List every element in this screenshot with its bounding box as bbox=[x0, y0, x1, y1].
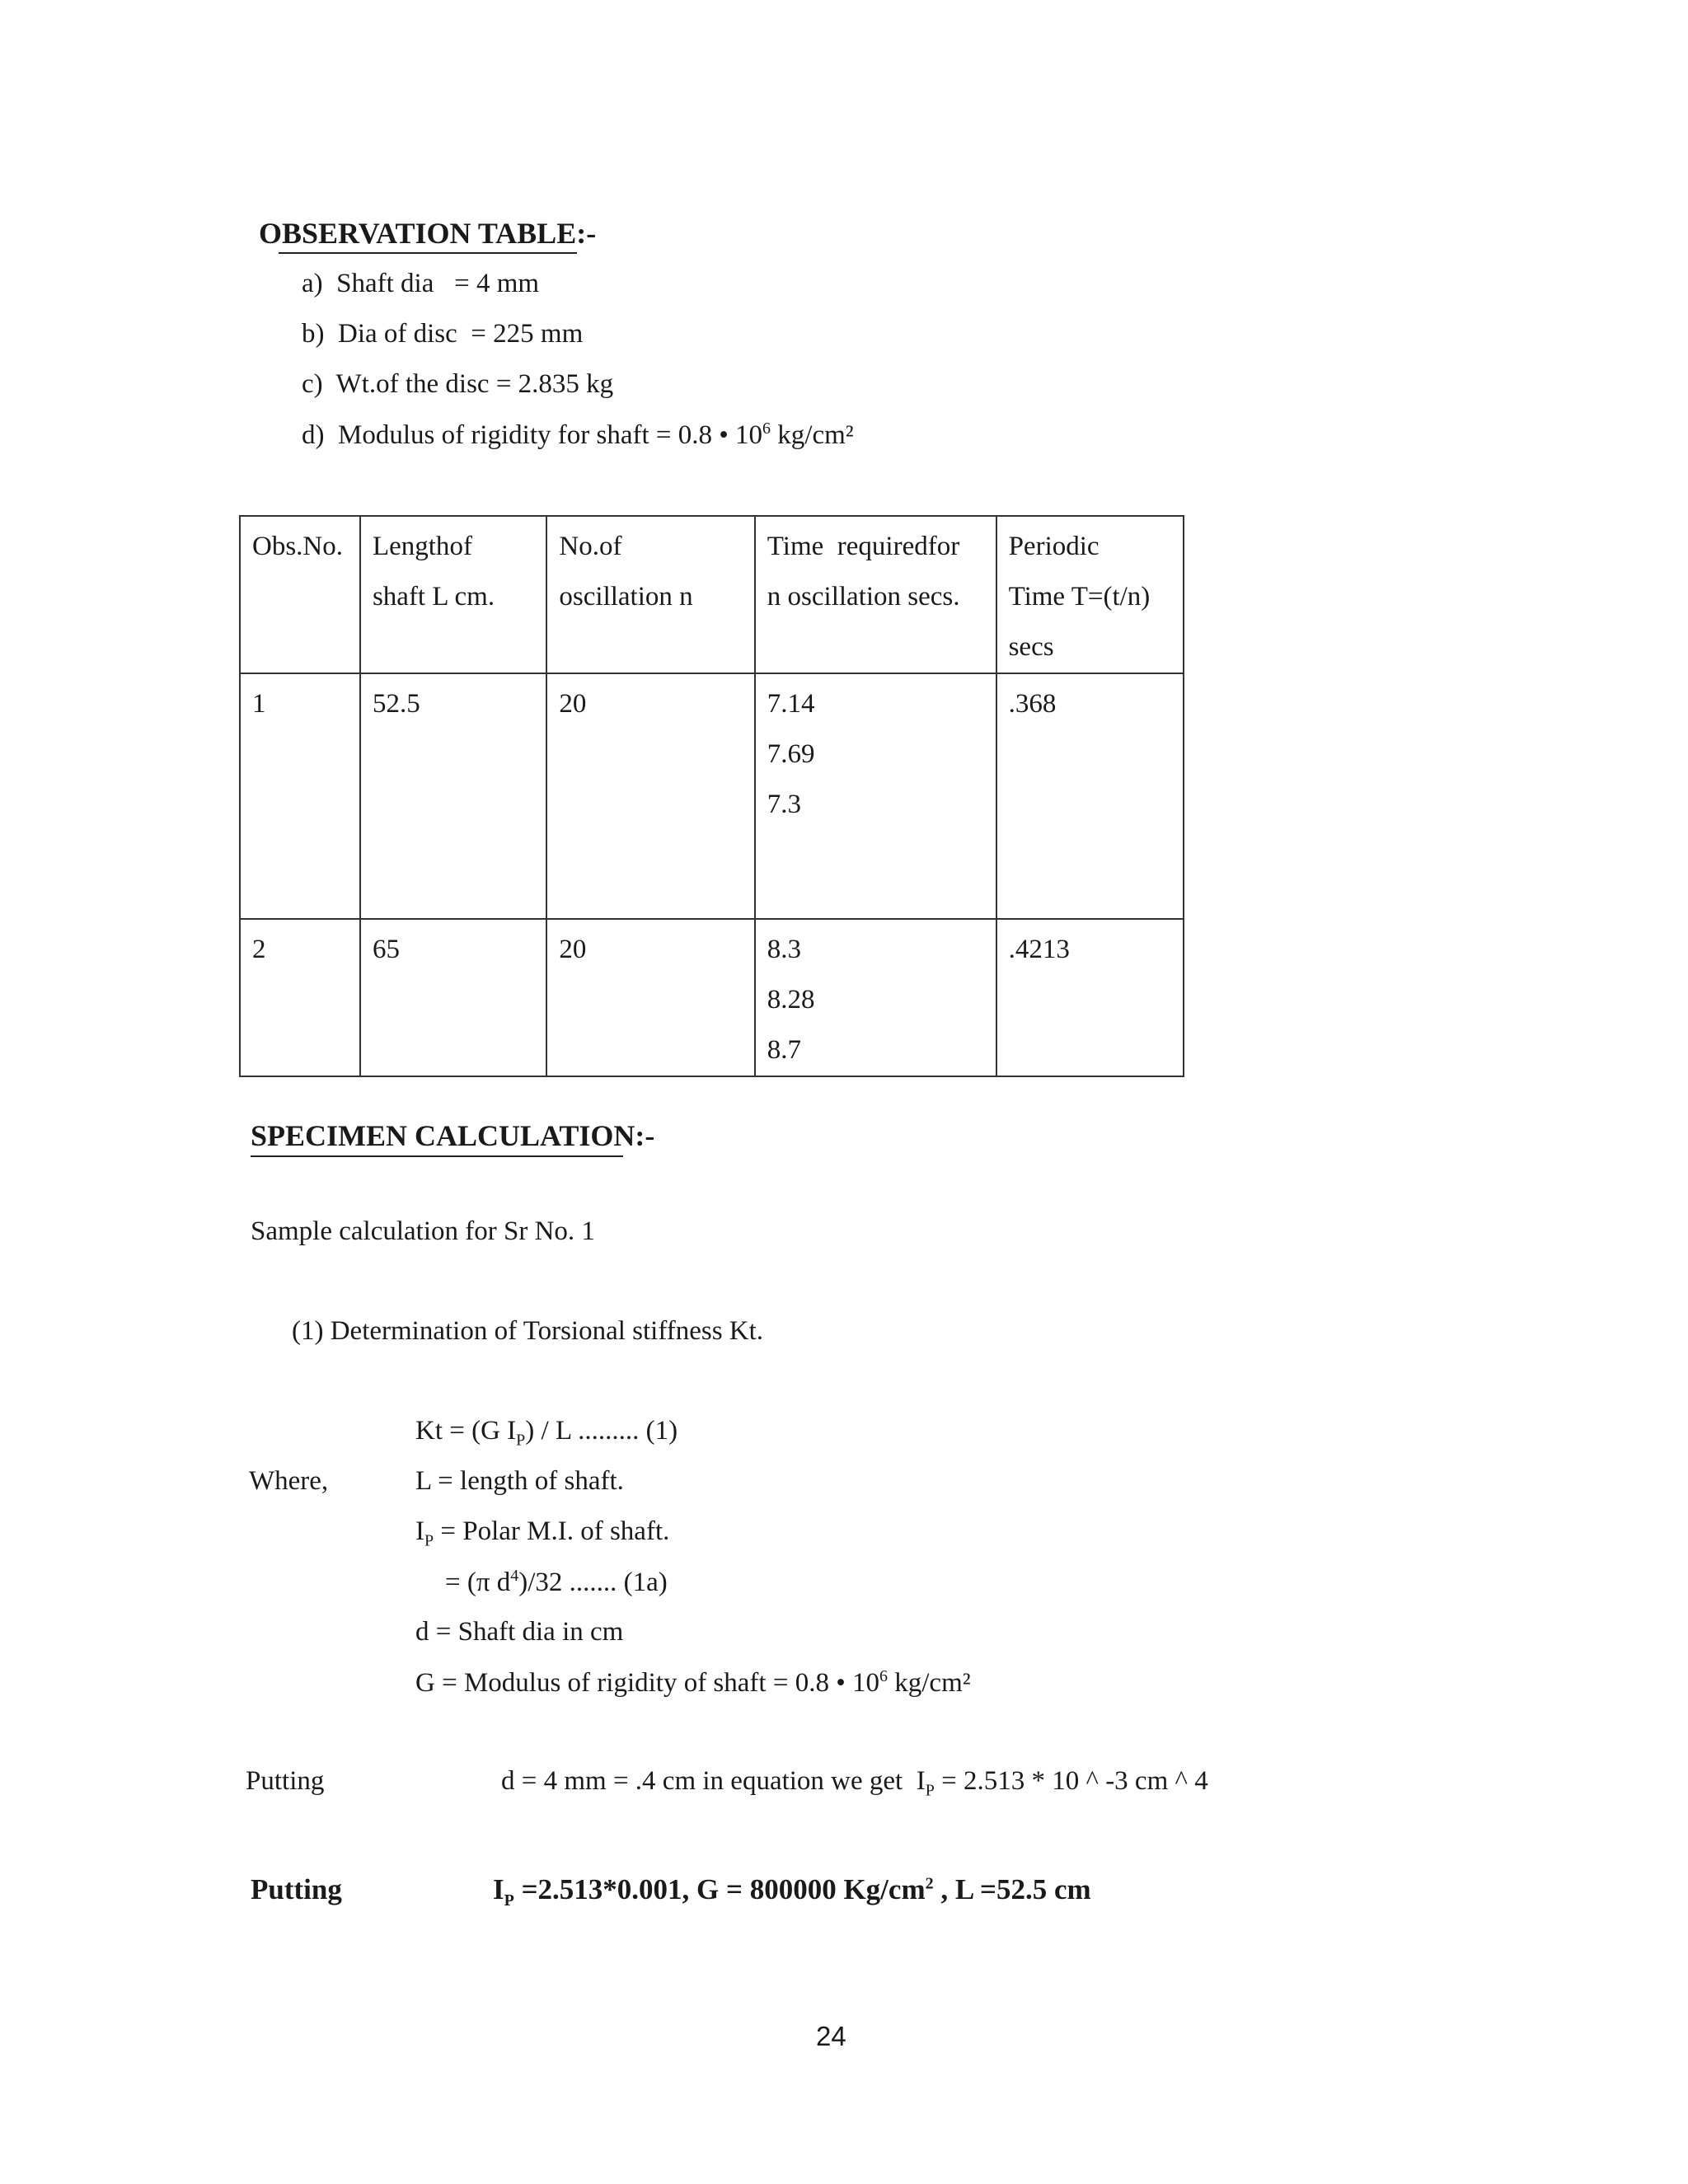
definition-ip: $I_P$ = Polar M.I. of shaft. bbox=[415, 1516, 670, 1550]
item-text: Wt.of the disc = 2.835 kg bbox=[335, 369, 614, 399]
cell-times: 8.3 8.28 8.7 bbox=[755, 919, 996, 1076]
table-row bbox=[240, 673, 1184, 919]
item-marker: d) bbox=[302, 420, 325, 450]
cell-obs: 2 bbox=[240, 919, 360, 1076]
cell-period: .4213 bbox=[996, 919, 1184, 1076]
cell-obs: 1 bbox=[240, 673, 360, 919]
putting-text-1: d = 4 mm = .4 cm in equation we get $I_P = 2.513 * 10$ ^ -3 cm ^ 4 bbox=[501, 1766, 1208, 1800]
header-length: Lengthof shaft L cm. bbox=[360, 516, 546, 673]
item-superscript: 6 bbox=[762, 419, 771, 438]
sample-calculation-text: Sample calculation for Sr No. 1 bbox=[251, 1216, 595, 1246]
putting-text-2: $I_P =2.513*0.001$, G = 800000 $Kg/cm^2$ , L =52.5 cm bbox=[493, 1873, 1091, 1910]
observation-item-d bbox=[302, 419, 854, 451]
item-marker: c) bbox=[302, 369, 323, 399]
item-marker: a) bbox=[302, 269, 323, 298]
item-text: Shaft dia = 4 mm bbox=[336, 269, 540, 298]
cell-period: .368 bbox=[996, 673, 1184, 919]
observation-item-c bbox=[302, 369, 613, 400]
header-time: Time requiredfor n oscillation secs. bbox=[755, 516, 996, 673]
observation-item-b bbox=[302, 319, 583, 349]
definition-g: G = Modulus of rigidity of shaft = 0.8 • $10^6$ kg/cm² bbox=[415, 1667, 971, 1698]
table-row bbox=[240, 919, 1184, 1076]
where-label: Where, bbox=[249, 1466, 329, 1496]
cell-times: 7.14 7.69 7.3 bbox=[755, 673, 996, 919]
equation-1a: = (π $d^4)/32$ ....... (1a) bbox=[445, 1567, 668, 1597]
definition-d: d = Shaft dia in cm bbox=[415, 1617, 624, 1647]
observation-heading: OBSERVATION TABLE:- bbox=[259, 217, 597, 250]
specimen-heading: SPECIMEN CALCULATION:- bbox=[251, 1119, 655, 1152]
item-text: Modulus of rigidity for shaft = 0.8 • 10 bbox=[338, 420, 763, 450]
definition-l: L = length of shaft. bbox=[415, 1466, 624, 1496]
equation-kt: Kt = (G $I_P$) / L ......... (1) bbox=[415, 1416, 678, 1450]
step-1-title: (1) Determination of Torsional stiffness Kt. bbox=[292, 1316, 764, 1346]
cell-length: 65 bbox=[360, 919, 546, 1076]
table-header-row bbox=[240, 516, 1184, 673]
item-text: Dia of disc = 225 mm bbox=[338, 319, 584, 349]
cell-length: 52.5 bbox=[360, 673, 546, 919]
page-number: 24 bbox=[816, 2021, 846, 2051]
item-marker: b) bbox=[302, 319, 325, 349]
observation-heading-underline bbox=[279, 252, 577, 254]
putting-label-2: Putting bbox=[251, 1873, 342, 1905]
header-obs-no: Obs.No. bbox=[240, 516, 360, 673]
header-oscillations: No.of oscillation n bbox=[546, 516, 754, 673]
header-period: Periodic Time T=(t/n) secs bbox=[996, 516, 1184, 673]
specimen-heading-underline bbox=[251, 1155, 623, 1157]
putting-label-1: Putting bbox=[246, 1766, 325, 1796]
cell-n: 20 bbox=[546, 673, 754, 919]
observation-item-a bbox=[302, 269, 539, 299]
cell-n: 20 bbox=[546, 919, 754, 1076]
observation-table bbox=[239, 515, 1184, 1077]
item-text-unit: kg/cm² bbox=[771, 420, 854, 450]
